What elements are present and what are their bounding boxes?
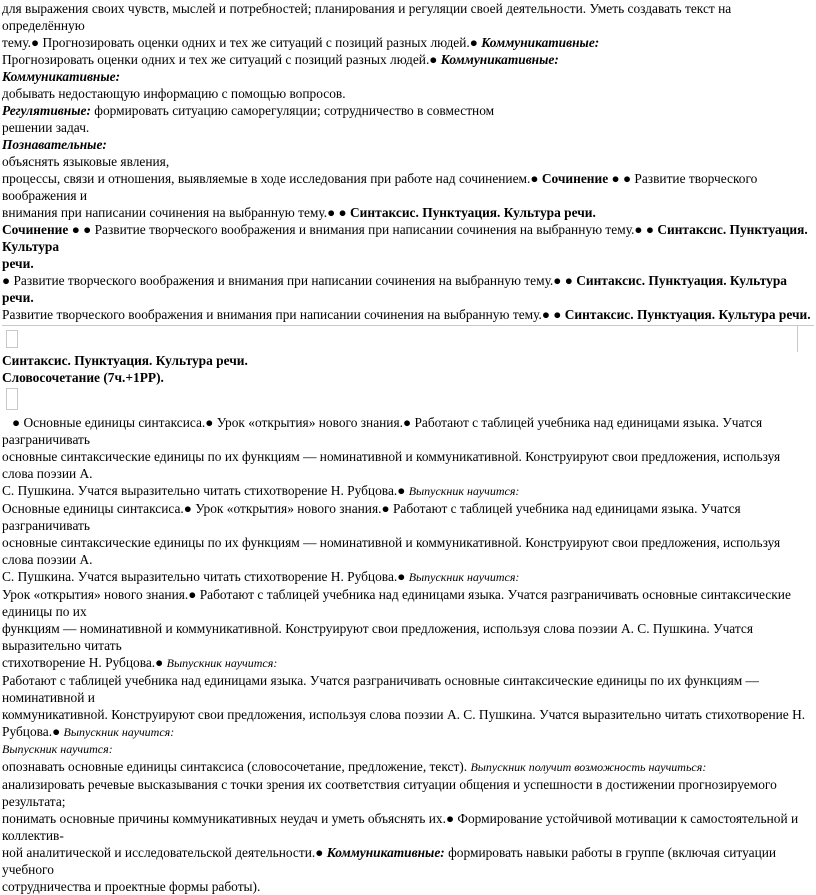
bullet-icon: ● <box>183 501 192 516</box>
section-label: Коммуникативные: <box>481 35 600 50</box>
bullet-icon: ● <box>397 569 406 584</box>
bullet-icon: ● <box>315 845 324 860</box>
bullet-icon: ● <box>155 655 164 670</box>
bullet-icon: ● <box>30 35 40 50</box>
text-line: добывать недостающую информацию с помощью вопросов. <box>2 86 346 101</box>
bullet-icon: ● <box>553 273 562 288</box>
text-line: С. Пушкина. Учатся выразительно читать стихотворение Н. Рубцова.● Выпускник научится: <box>2 569 520 584</box>
text-line: Развитие творческого воображения и внимания при написании сочинения на выбранную тему.● ● Синтаксис. Пунктуация. Культура речи. <box>2 307 811 322</box>
text-line: коммуникативной. Конструируют свои предложения, используя слова поэзии А. С. Пушкина. Учатся выразительно читать стихотворение Н. <box>2 707 806 722</box>
text-line: тему.● Прогнозировать оценки одних и тех же ситуаций с позиций разных людей.● Коммуникативные: <box>2 35 600 50</box>
bullet-icon: ● <box>611 171 620 186</box>
table-cell <box>797 326 808 352</box>
section-label: Коммуникативные: <box>326 845 445 860</box>
bullet-icon: ● <box>530 171 539 186</box>
bullet-icon: ● <box>71 222 80 237</box>
text-line: Основные единицы синтаксиса.● Урок «открытия» нового знания.● Работают с таблицей учебника над единицами языка. Учатся разграничивать <box>2 501 741 533</box>
section-label: Коммуникативные: <box>2 69 121 84</box>
bullet-icon: ● <box>397 483 406 498</box>
text-line: Выпускник научится: <box>2 742 113 756</box>
bullet-icon: ● <box>402 415 412 430</box>
text-line: основные синтаксические единицы по их функциям — номинативной и коммуникативной. Конструируют свои предложения, используя слова поэзии А. <box>2 449 781 481</box>
bullet-icon: ● <box>622 171 632 186</box>
table-gap <box>2 386 814 414</box>
table-cell <box>6 388 18 410</box>
section-label: Коммуникативные: <box>440 52 559 67</box>
bullet-icon: ● <box>83 222 92 237</box>
text-line: понимать основные причины коммуникативных неудач и уметь объяснять их.● Формирование устойчивой мотивации к самостоятельной и коллектив- <box>2 811 799 843</box>
text-line: Регулятивные: формировать ситуацию саморегуляции; сотрудничество в совместном <box>2 103 495 118</box>
section-title: Синтаксис. Пунктуация. Культура речи. <box>2 353 248 368</box>
bullet-icon: ● <box>469 35 478 50</box>
text-line: Сочинение ● ● Развитие творческого воображения и внимания при написании сочинения на выбранную тему.● ● Синтаксис. Пунктуация. Культура <box>2 222 808 254</box>
text-line: ● Развитие творческого воображения и внимания при написании сочинения на выбранную тему.● ● Синтаксис. Пунктуация. Культура речи. <box>2 273 787 305</box>
text-line: ной аналитической и исследовательской деятельности.● Коммуникативные: формировать навыки работы в группе (включая ситуации учебного <box>2 845 777 877</box>
text-line: процессы, связи и отношения, выявляемые в ходе исследования при работе над сочинением.● Сочинение ● ● Развитие творческого воображения и <box>2 171 758 203</box>
bullet-icon: ● <box>52 724 61 739</box>
bullet-icon: ● <box>327 205 336 220</box>
text-line: функциям — номинативной и коммуникативной. Конструируют свои предложения, используя слова поэзии А. С. Пушкина. Учатся выразительно читать <box>2 621 754 653</box>
table-gap <box>2 325 814 352</box>
bullet-icon: ● <box>445 811 455 826</box>
text-line: опознавать основные единицы синтаксиса (словосочетание, предложение, текст). Выпускник получит возможность научиться: <box>2 759 707 774</box>
bullet-icon: ● <box>634 222 643 237</box>
text-line: Работают с таблицей учебника над единицами языка. Учатся разграничивать основные синтаксические единицы по их функциям — номинативной и <box>2 673 759 705</box>
bullet-icon: ● <box>188 587 197 602</box>
text-line: основные синтаксические единицы по их функциям — номинативной и коммуникативной. Конструируют свои предложения, используя слова поэзии А. <box>2 535 781 567</box>
text-line: объяснять языковые явления, <box>2 154 170 169</box>
text-line: анализировать речевые высказывания с точки зрения их соответствия ситуации общения и успешности в достижении прогнозируемого результата; <box>2 777 777 809</box>
text-line: решении задач. <box>2 120 90 135</box>
bullet-icon: ● <box>553 307 562 322</box>
text-line: для выражения своих чувств, мыслей и потребностей; планирования и регуляции своей деятельности. Уметь создавать текст на определённую <box>2 1 732 33</box>
bullet-icon: ● <box>645 222 654 237</box>
bullet-icon: ● <box>205 415 214 430</box>
bullet-icon: ● <box>381 501 390 516</box>
text-line: сотрудничества и проектные формы работы). <box>2 879 261 894</box>
section-subtitle: Словосочетание (7ч.+1РР). <box>2 370 164 385</box>
text-line: Рубцова.● Выпускник научится: <box>2 724 175 739</box>
section-label: Регулятивные: <box>2 103 91 118</box>
text-line: речи. <box>2 256 34 271</box>
section-label: Познавательные: <box>2 137 107 152</box>
bullet-icon: ● <box>429 52 438 67</box>
table-cell <box>6 330 18 348</box>
bullet-icon: ● <box>338 205 347 220</box>
text-line: ● Основные единицы синтаксиса.● Урок «открытия» нового знания.● Работают с таблицей учебника над единицами языка. Учатся разграничивать <box>2 415 763 447</box>
bullet-icon: ● <box>564 273 573 288</box>
text-line: Прогнозировать оценки одних и тех же ситуаций с позиций разных людей.● Коммуникативные: <box>2 52 559 67</box>
text-line: стихотворение Н. Рубцова.● Выпускник научится: <box>2 655 278 670</box>
text-line: С. Пушкина. Учатся выразительно читать стихотворение Н. Рубцова.● Выпускник научится: <box>2 483 520 498</box>
text-line: внимания при написании сочинения на выбранную тему.● ● Синтаксис. Пунктуация. Культура речи. <box>2 205 596 220</box>
bullet-icon: ● <box>541 307 550 322</box>
text-line: Урок «открытия» нового знания.● Работают с таблицей учебника над единицами языка. Учатся разграничивать основные синтаксические единицы по их <box>2 587 791 619</box>
bullet-icon: ● <box>2 273 11 288</box>
bullet-icon: ● <box>12 415 21 430</box>
